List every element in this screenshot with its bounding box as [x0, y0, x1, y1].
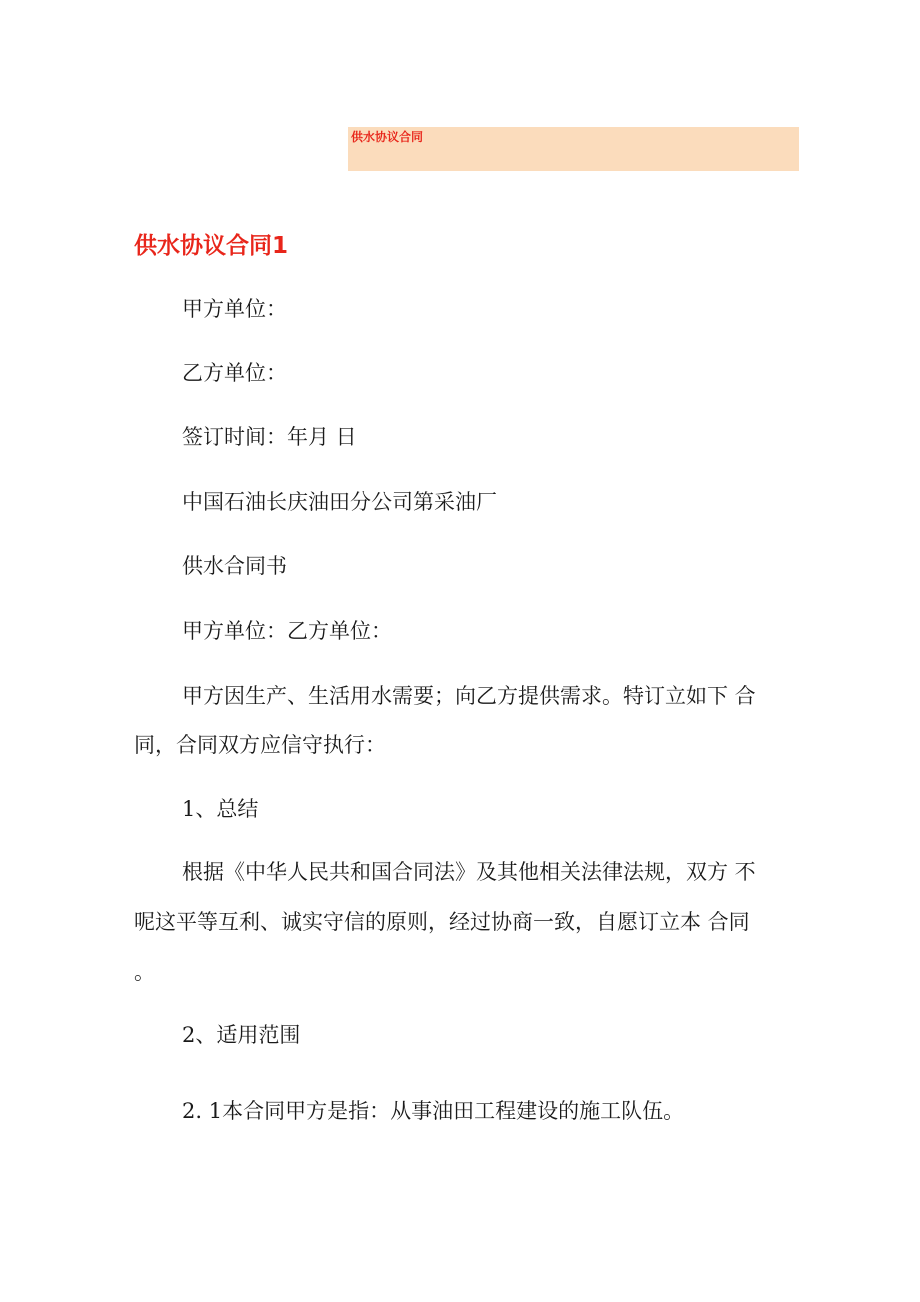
sign-date-line: 签订时间：年月 日 [182, 425, 357, 449]
summary-paragraph-line-2: 呢这平等互利、诚实守信的原则，经过协商一致，自愿订立本 合同 [134, 910, 750, 934]
section-2-heading: 2、适用范围 [182, 1023, 301, 1047]
parties-inline-line: 甲方单位：乙方单位： [182, 619, 392, 643]
header-banner-text: 供水协议合同 [351, 130, 424, 144]
contract-name-line: 供水合同书 [182, 554, 287, 578]
summary-paragraph-line-3: 。 [134, 960, 155, 984]
intro-paragraph-line-1: 甲方因生产、生活用水需要；向乙方提供需求。特订立如下 合 [182, 684, 756, 708]
header-banner [348, 127, 799, 171]
party-a-unit-line: 甲方单位： [182, 297, 287, 321]
company-line: 中国石油长庆油田分公司第采油厂 [182, 490, 497, 514]
summary-paragraph-line-1: 根据《中华人民共和国合同法》及其他相关法律法规，双方 不 [182, 860, 756, 884]
section-1-heading: 1、总结 [182, 797, 259, 821]
clause-2-1-line: 2. 1本合同甲方是指：从事油田工程建设的施工队伍。 [182, 1099, 685, 1123]
document-title: 供水协议合同1 [134, 233, 289, 259]
intro-paragraph-line-2: 同，合同双方应信守执行： [134, 733, 386, 757]
party-b-unit-line: 乙方单位： [182, 361, 287, 385]
